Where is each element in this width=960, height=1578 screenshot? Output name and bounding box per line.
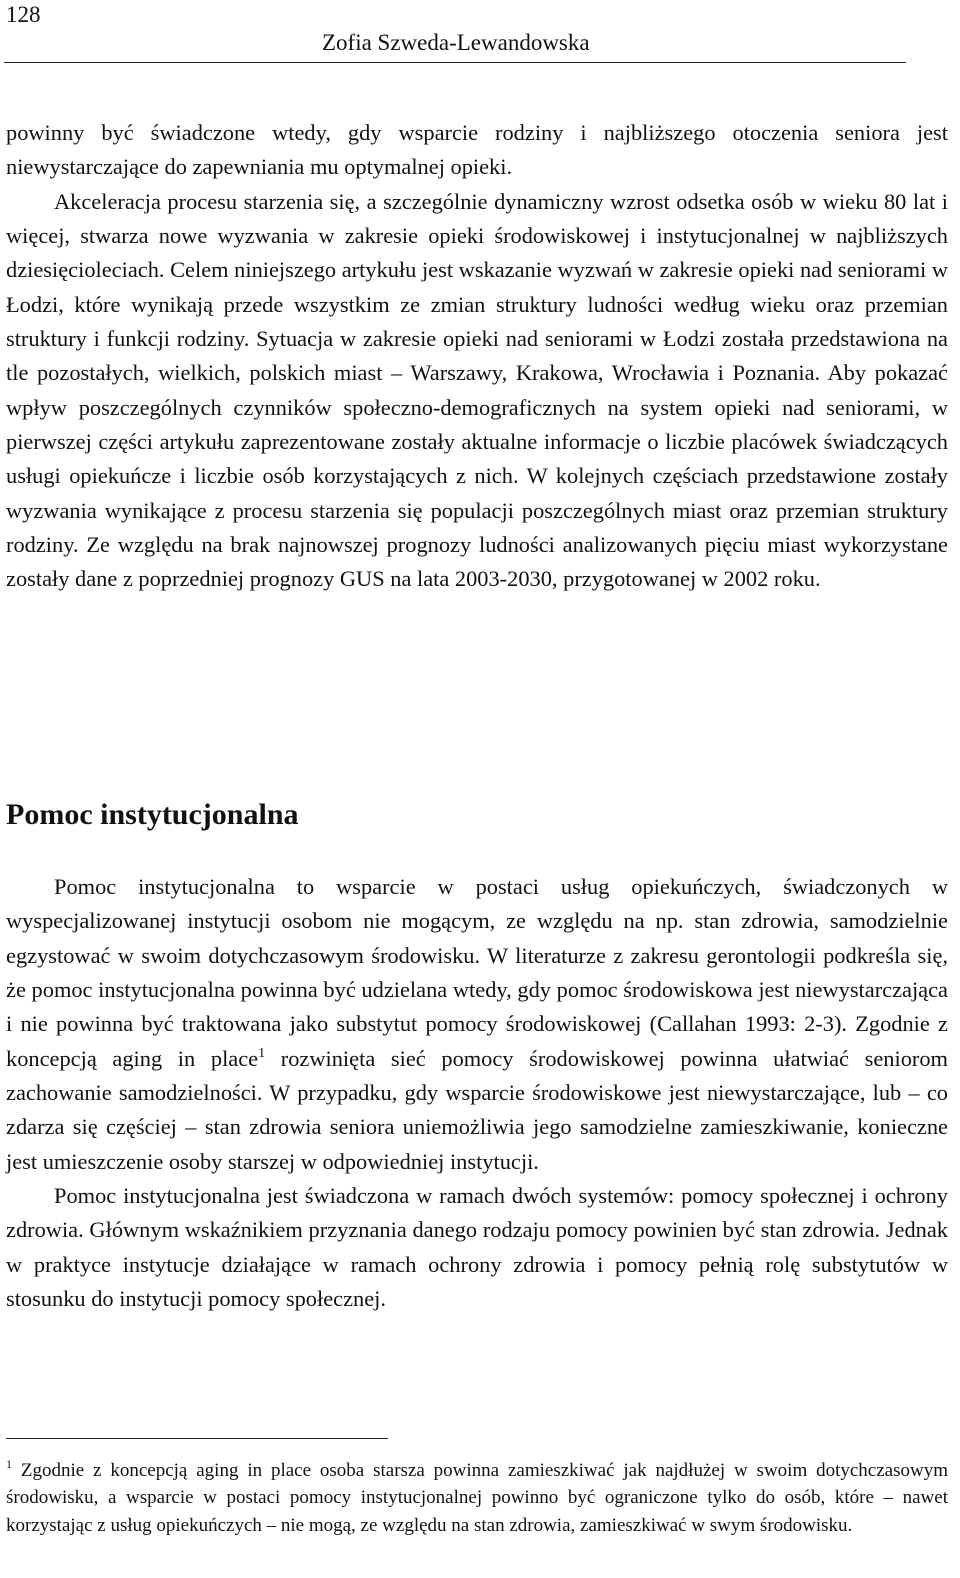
page-number: 128 [6,2,41,27]
footnote-marker: 1 [6,1457,12,1471]
footnote-rule [6,1438,388,1439]
footnote-text: Zgodnie z koncepcją aging in place osoba starsza powinna zamieszkiwać jak najdłużej w swoim dotychczasowym środowisku, a wsparcie w postaci pomocy instytucjonalnej powinno być ograniczone tylko do osób, które – nawet korzystając z usług opiekuńczych – nie mogą, ze względu na stan zdrowia, zamieszkiwać w swym środowisku. [6,1460,948,1536]
section-paragraph-1-continuation: rozwinięta sieć pomocy środowiskowej powinna ułatwiać seniorom zachowanie samodzielności. W przypadku, gdy wsparcie środowiskowe jest niewystarczające, lub – co zdarza się częściej – stan zdrowia seniora uniemożliwia jego samodzielne zamieszkiwanie, konieczne jest umieszczenie osoby starszej w odpowiedniej instytucji. [6,1045,948,1174]
intro-paragraph-1: powinny być świadczone wtedy, gdy wsparcie rodziny i najbliższego otoczenia seniora jest niewystarczające do zapewniania mu optymalnej opieki. [6,120,948,180]
section-text [6,870,948,1316]
running-head-author: Zofia Szweda-Lewandowska [322,30,590,55]
section-paragraph-1-text: Pomoc instytucjonalna to wsparcie w postaci usług opiekuńczych, świadczonych w wyspecjalizowanej instytucji osobom nie mogącym, ze względu na np. stan zdrowia, samodzielnie egzystować w swoim dotychczasowym środowisku. W literaturze z zakresu gerontologii podkreśla się, że pomoc instytucjonalna powinna być udzielana wtedy, gdy pomoc środowiskowa jest niewystarczająca i nie powinna być traktowana jako substytut pomocy środowiskowej (Callahan 1993: 2-3). Zgodnie z koncepcją aging in place [6,874,948,1071]
section-paragraph-2: Pomoc instytucjonalna jest świadczona w ramach dwóch systemów: pomocy społecznej i ochrony zdrowia. Głównym wskaźnikiem przyznania danego rodzaju pomocy powinien być stan zdrowia. Jednak w praktyce instytucje działające w ramach ochrony zdrowia i pomocy pełnią rolę substytutów w stosunku do instytucji pomocy społecznej. [6,1183,948,1312]
intro-paragraph-2: Akceleracja procesu starzenia się, a szczególnie dynamiczny wzrost odsetka osób w wieku 80 lat i więcej, stwarza nowe wyzwania w zakresie opieki środowiskowej i instytucjonalnej w najbliższych dziesięcioleciach. Celem niniejszego artykułu jest wskazanie wyzwań w zakresie opieki nad seniorami w Łodzi, które wynikają przede wszystkim ze zmian struktury ludności według wieku oraz przemian struktury i funkcji rodziny. Sytuacja w zakresie opieki nad seniorami w Łodzi została przedstawiona na tle pozostałych, wielkich, polskich miast – Warszawy, Krakowa, Wrocławia i Poznania. Aby pokazać wpływ poszczególnych czynników społeczno-demograficznych na system opieki nad seniorami, w pierwszej części artykułu zaprezentowane zostały aktualne informacje o liczbie placówek świadczących usługi opiekuńcze i liczbie osób korzystających z nich. W kolejnych częściach przedstawione zostały wyzwania wynikające z procesu starzenia się populacji poszczególnych miast oraz przemian struktury rodziny. Ze względu na brak najnowszej prognozy ludności analizowanych pięciu miast wykorzystane zostały dane z poprzedniej prognozy GUS na lata 2003-2030, przygotowanej w 2002 roku. [6,188,948,592]
section-heading: Pomoc instytucjonalna [6,798,299,831]
section-paragraph-1 [6,870,948,1179]
footnote [6,1457,948,1539]
intro-text [6,116,948,597]
header-rule [4,62,906,63]
footnote-paragraph [6,1457,948,1539]
footnote-reference[interactable]: 1 [258,1045,266,1061]
